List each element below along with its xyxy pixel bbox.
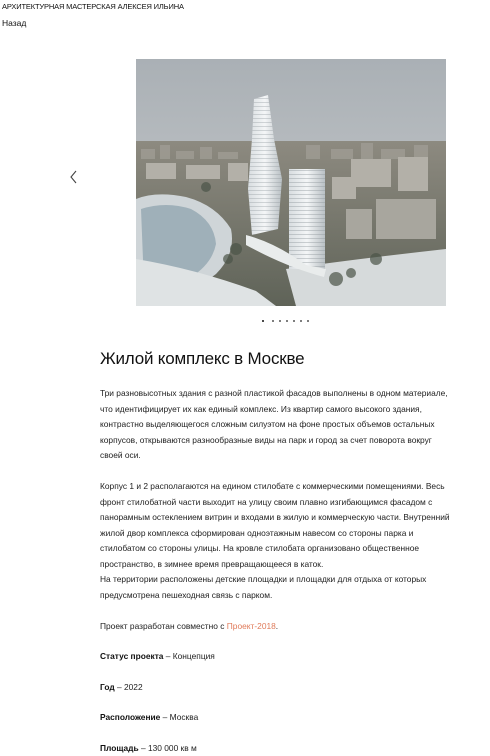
fact-status (100, 651, 215, 661)
project-description-1 (100, 386, 475, 464)
fact-year (100, 682, 143, 692)
text-line: контрастно выделяющегося сложным силуэтом на фоне простых объемов остальных (100, 419, 435, 429)
text-line: фронт стилобатной части выходит на улицу своим плавно изгибающимся фасадом с (100, 496, 433, 507)
text-line: пространство, в зимнее время превращающееся в каток. (100, 558, 324, 569)
fact-value: – Москва (160, 712, 199, 722)
fact-label: Расположение (100, 712, 161, 722)
gallery-dot[interactable] (279, 320, 281, 322)
text-line: Корпус 1 и 2 располагаются на едином стилобате с коммерческими помещениями. Весь (100, 481, 445, 491)
fact-label: Статус проекта (100, 651, 164, 661)
text-line: панорамным остеклением витрин и входами в жилую и коммерческую части. Внутренний (100, 512, 450, 522)
fact-location (100, 712, 198, 722)
gallery-dot[interactable] (262, 320, 264, 322)
fact-value: – 130 000 кв м (138, 743, 197, 753)
text-line: стилобатом со стороны улицы. На кровле стилобата организовано общественное (100, 543, 420, 553)
gallery-pagination (262, 319, 309, 323)
text-line: что идентифицирует их как единый комплекс. Из квартир самого высокого здания, (100, 403, 422, 414)
text-line: жилой двор комплекса сформирован одноэтажным навесом со стороны парка и (100, 527, 414, 538)
text-line: На территории расположены детские площадки и площадки для отдыха от которых (100, 574, 427, 584)
text-line: своей оси. (100, 450, 141, 460)
text-line: Три разновысотных здания с разной пластикой фасадов выполнены в одном материале, (100, 388, 448, 398)
back-link[interactable]: Назад (2, 18, 27, 28)
aerial-city-photo (136, 59, 446, 306)
fact-value: – 2022 (114, 682, 143, 692)
collab-suffix: . (275, 621, 279, 631)
fact-label: Площадь (100, 743, 139, 753)
collaboration-note (100, 619, 475, 635)
collab-prefix: Проект разработан совместно с (100, 621, 227, 631)
fact-label: Год (100, 682, 115, 692)
gallery-prev-button[interactable] (66, 168, 82, 186)
gallery-dot[interactable] (300, 320, 302, 322)
text-line: корпусов, открываются разнообразные виды на парк и город за счет поворота вокруг (100, 434, 432, 445)
fact-value: – Концепция (163, 651, 215, 661)
gallery-dot[interactable] (272, 320, 274, 322)
partner-link[interactable]: Проект-2018 (226, 621, 276, 631)
gallery-dot[interactable] (286, 320, 288, 322)
gallery-dot[interactable] (293, 320, 295, 322)
chevron-left-icon (66, 168, 82, 186)
gallery-slide-image[interactable] (136, 59, 446, 306)
gallery-dot[interactable] (307, 320, 309, 322)
project-title: Жилой комплекс в Москве (100, 349, 305, 368)
project-description-2 (100, 479, 475, 603)
fact-area (100, 743, 197, 753)
studio-brand[interactable]: АРХИТЕКТУРНАЯ МАСТЕРСКАЯ АЛЕКСЕЯ ИЛЬИНА (2, 2, 184, 11)
text-line: предусмотрена пешеходная связь с парком. (100, 589, 273, 600)
